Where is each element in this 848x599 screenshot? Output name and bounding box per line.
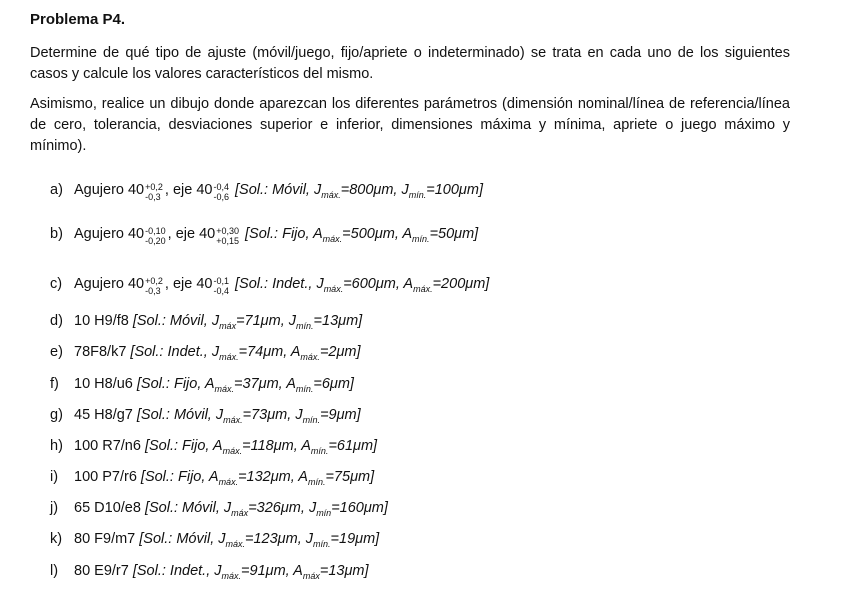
solution-second-value: =9μm] xyxy=(320,407,361,423)
hole-tolerance-lower-deviation: -0,20 xyxy=(145,236,166,246)
solution-first-value: =500μm, xyxy=(342,226,403,242)
list-item xyxy=(50,342,361,367)
solution-type: [Sol.: Móvil, xyxy=(235,182,314,198)
item-label: g) xyxy=(50,407,63,423)
solution-second-subscript: mín. xyxy=(408,189,427,200)
instructions-paragraph: Determine de qué tipo de ajuste (móvil/juego, fijo/apriete o indeterminado) se trata en cada uno de los siguientes casos y calcule los valores característicos del mismo. xyxy=(30,45,790,82)
list-item xyxy=(50,311,362,336)
list-item xyxy=(50,180,483,205)
fit-designation: 65 D10/e8 xyxy=(74,500,145,516)
drawing-paragraph: Asimismo, realice un dibujo donde aparezcan los diferentes parámetros (dimensión nominal/línea de referencia/línea de cero, tolerancia, desviaciones superior e inferior, dimensiones máxima y mínima, apriete o juego máximo y mínimo). xyxy=(30,96,790,154)
shaft-tolerance-deviations xyxy=(213,276,229,296)
hole-word: Agujero xyxy=(74,182,124,198)
solution-first-subscript: máx. xyxy=(321,189,341,200)
solution-second-symbol: A xyxy=(290,344,301,360)
shaft-tolerance-deviations xyxy=(213,182,229,202)
hole-tolerance-nominal: 40 xyxy=(127,182,145,198)
shaft-tolerance-lower-deviation: -0,4 xyxy=(213,286,229,296)
solution-first-value: =74μm, xyxy=(238,344,291,360)
solution-first-subscript: máx. xyxy=(323,283,344,294)
hole-tolerance-deviations xyxy=(145,276,163,296)
list-item xyxy=(50,498,388,523)
solution-second-symbol: J xyxy=(401,182,409,198)
solution-second-value: =75μm] xyxy=(325,469,375,485)
solution-second-value: =13μm] xyxy=(313,313,363,329)
hole-tolerance-nominal: 40 xyxy=(127,276,145,292)
solution-second-subscript: máx xyxy=(302,570,320,581)
solution-second-value: =100μm] xyxy=(426,182,483,198)
solution-first-symbol: J xyxy=(214,563,222,579)
solution-second-symbol: J xyxy=(308,500,317,516)
solution-type: [Sol.: Móvil, xyxy=(139,531,219,547)
shaft-tolerance xyxy=(196,180,229,202)
shaft-tolerance-nominal: 40 xyxy=(199,226,216,242)
shaft-tolerance-upper-deviation: -0,4 xyxy=(213,182,229,192)
solution-type: [Sol.: Indet., xyxy=(132,563,215,579)
list-item xyxy=(50,274,489,299)
solution-first-subscript: máx xyxy=(231,507,249,518)
shaft-tolerance xyxy=(196,274,229,296)
list-item xyxy=(50,529,379,554)
hole-tolerance-lower-deviation: -0,3 xyxy=(145,286,161,296)
solution-first-subscript: máx xyxy=(219,320,237,331)
solution-text xyxy=(130,344,360,360)
solution-second-subscript: mín. xyxy=(296,320,314,331)
solution-first-symbol: A xyxy=(208,469,219,485)
solution-second-value: =160μm] xyxy=(331,500,388,516)
solution-second-value: =2μm] xyxy=(319,344,361,360)
solution-second-symbol: J xyxy=(305,531,314,547)
solution-text xyxy=(145,500,388,516)
solution-second-symbol: A xyxy=(402,226,413,242)
list-item xyxy=(50,374,354,399)
solution-second-symbol: A xyxy=(403,276,414,292)
shaft-tolerance-upper-deviation: -0,1 xyxy=(213,276,229,286)
list-item xyxy=(50,405,361,430)
solution-type: [Sol.: Móvil, xyxy=(144,500,224,516)
item-label: e) xyxy=(50,344,63,360)
item-label: f) xyxy=(50,376,59,392)
list-item xyxy=(50,224,478,249)
solution-text xyxy=(137,407,361,423)
solution-first-value: =73μm, xyxy=(242,407,296,423)
solution-first-subscript: máx. xyxy=(221,570,242,581)
hole-tolerance xyxy=(128,274,163,296)
solution-type: [Sol.: Fijo, xyxy=(144,438,213,454)
solution-second-value: =200μm] xyxy=(432,276,490,292)
solution-first-value: =37μm, xyxy=(234,376,287,392)
solution-first-subscript: máx. xyxy=(218,476,239,487)
solution-text xyxy=(139,531,379,547)
shaft-tolerance-upper-deviation: +0,30 xyxy=(216,226,239,236)
solution-second-symbol: A xyxy=(286,376,296,392)
solution-second-symbol: A xyxy=(298,469,308,485)
hole-word: Agujero xyxy=(74,226,124,242)
solution-type: [Sol.: Móvil, xyxy=(136,407,216,423)
solution-text xyxy=(235,182,483,198)
solution-second-subscript: mín. xyxy=(412,233,430,244)
hole-tolerance-upper-deviation: +0,2 xyxy=(145,276,163,286)
solution-text xyxy=(141,469,374,485)
solution-first-subscript: máx. xyxy=(219,351,239,362)
solution-second-value: =13μm] xyxy=(319,563,369,579)
solution-first-symbol: A xyxy=(212,438,223,454)
fit-designation: 10 H9/f8 xyxy=(74,313,133,329)
shaft-word: , eje xyxy=(167,226,196,242)
solution-second-subscript: mín xyxy=(316,507,332,518)
shaft-tolerance-nominal: 40 xyxy=(196,182,213,198)
solution-second-symbol: J xyxy=(288,313,297,329)
solution-first-subscript: máx. xyxy=(225,538,246,549)
fit-designation: 78F8/k7 xyxy=(74,344,131,360)
solution-second-symbol: A xyxy=(293,563,303,579)
solution-first-value: =123μm, xyxy=(245,531,306,547)
item-label: k) xyxy=(50,531,63,547)
problem-title: Problema P4. xyxy=(30,11,126,28)
solution-first-symbol: J xyxy=(316,276,324,292)
shaft-tolerance-lower-deviation: -0,6 xyxy=(213,192,229,202)
solution-first-subscript: máx. xyxy=(322,233,343,244)
shaft-word: , eje xyxy=(164,182,193,198)
solution-first-symbol: A xyxy=(204,376,215,392)
solution-first-value: =118μm, xyxy=(242,438,302,454)
fit-designation: 100 R7/n6 xyxy=(74,438,145,454)
item-label: a) xyxy=(50,182,63,198)
solution-second-value: =50μm] xyxy=(429,226,479,242)
solution-first-symbol: J xyxy=(313,182,322,198)
hole-tolerance-deviations xyxy=(145,182,163,202)
item-label: c) xyxy=(50,276,63,292)
shaft-tolerance-deviations xyxy=(216,226,239,246)
item-label: i) xyxy=(50,469,59,485)
solution-text xyxy=(145,438,377,454)
fit-designation: 80 E9/r7 xyxy=(74,563,133,579)
list-item xyxy=(50,467,374,492)
solution-second-subscript: mín. xyxy=(313,538,331,549)
solution-text xyxy=(137,376,354,392)
solution-second-subscript: mín. xyxy=(310,445,329,456)
solution-second-value: =61μm] xyxy=(328,438,378,454)
solution-first-symbol: J xyxy=(223,500,232,516)
hole-tolerance xyxy=(128,224,166,246)
solution-first-value: =132μm, xyxy=(238,469,299,485)
list-item xyxy=(50,561,369,586)
fit-designation: 80 F9/m7 xyxy=(74,531,140,547)
solution-text xyxy=(245,226,478,242)
solution-second-subscript: mín. xyxy=(295,383,314,394)
solution-text xyxy=(133,313,362,329)
hole-tolerance xyxy=(128,180,163,202)
solution-first-value: =71μm, xyxy=(236,313,289,329)
solution-first-subscript: máx. xyxy=(222,445,243,456)
fit-designation: 100 P7/r6 xyxy=(74,469,141,485)
solution-text xyxy=(235,276,489,292)
list-item xyxy=(50,436,377,461)
fit-designation: 10 H8/u6 xyxy=(74,376,137,392)
shaft-word: , eje xyxy=(164,276,193,292)
solution-type: [Sol.: Fijo, xyxy=(245,226,313,242)
solution-second-subscript: máx. xyxy=(300,351,320,362)
solution-type: [Sol.: Fijo, xyxy=(140,469,209,485)
solution-type: [Sol.: Indet., xyxy=(130,344,212,360)
solution-second-subscript: máx. xyxy=(413,283,433,294)
solution-type: [Sol.: Móvil, xyxy=(132,313,212,329)
solution-first-subscript: máx. xyxy=(223,414,243,425)
solution-second-value: =19μm] xyxy=(330,531,380,547)
solution-second-symbol: J xyxy=(295,407,303,423)
item-label: h) xyxy=(50,438,63,454)
solution-first-subscript: máx. xyxy=(214,383,235,394)
solution-text xyxy=(133,563,369,579)
hole-tolerance-nominal: 40 xyxy=(127,226,145,242)
solution-second-subscript: mín. xyxy=(307,476,326,487)
item-label: j) xyxy=(50,500,59,516)
item-label: d) xyxy=(50,313,63,329)
hole-tolerance-deviations xyxy=(145,226,166,246)
solution-first-symbol: J xyxy=(211,344,220,360)
shaft-tolerance-nominal: 40 xyxy=(196,276,213,292)
solution-second-subscript: mín. xyxy=(302,414,321,425)
shaft-tolerance-lower-deviation: +0,15 xyxy=(216,236,239,246)
solution-first-symbol: A xyxy=(312,226,323,242)
item-label: l) xyxy=(50,563,59,579)
shaft-tolerance xyxy=(199,224,239,246)
hole-word: Agujero xyxy=(74,276,124,292)
solution-type: [Sol.: Indet., xyxy=(235,276,317,292)
solution-type: [Sol.: Fijo, xyxy=(136,376,205,392)
solution-first-value: =800μm, xyxy=(340,182,402,198)
solution-first-value: =91μm, xyxy=(241,563,294,579)
hole-tolerance-upper-deviation: +0,2 xyxy=(145,182,163,192)
solution-second-symbol: A xyxy=(301,438,311,454)
hole-tolerance-lower-deviation: -0,3 xyxy=(145,192,161,202)
solution-first-value: =326μm, xyxy=(248,500,309,516)
item-label: b) xyxy=(50,226,63,242)
fit-designation: 45 H8/g7 xyxy=(74,407,137,423)
solution-first-value: =600μm, xyxy=(343,276,404,292)
hole-tolerance-upper-deviation: -0,10 xyxy=(145,226,166,236)
solution-first-symbol: J xyxy=(218,531,226,547)
solution-first-symbol: J xyxy=(211,313,220,329)
solution-second-value: =6μm] xyxy=(313,376,354,392)
solution-first-symbol: J xyxy=(215,407,224,423)
